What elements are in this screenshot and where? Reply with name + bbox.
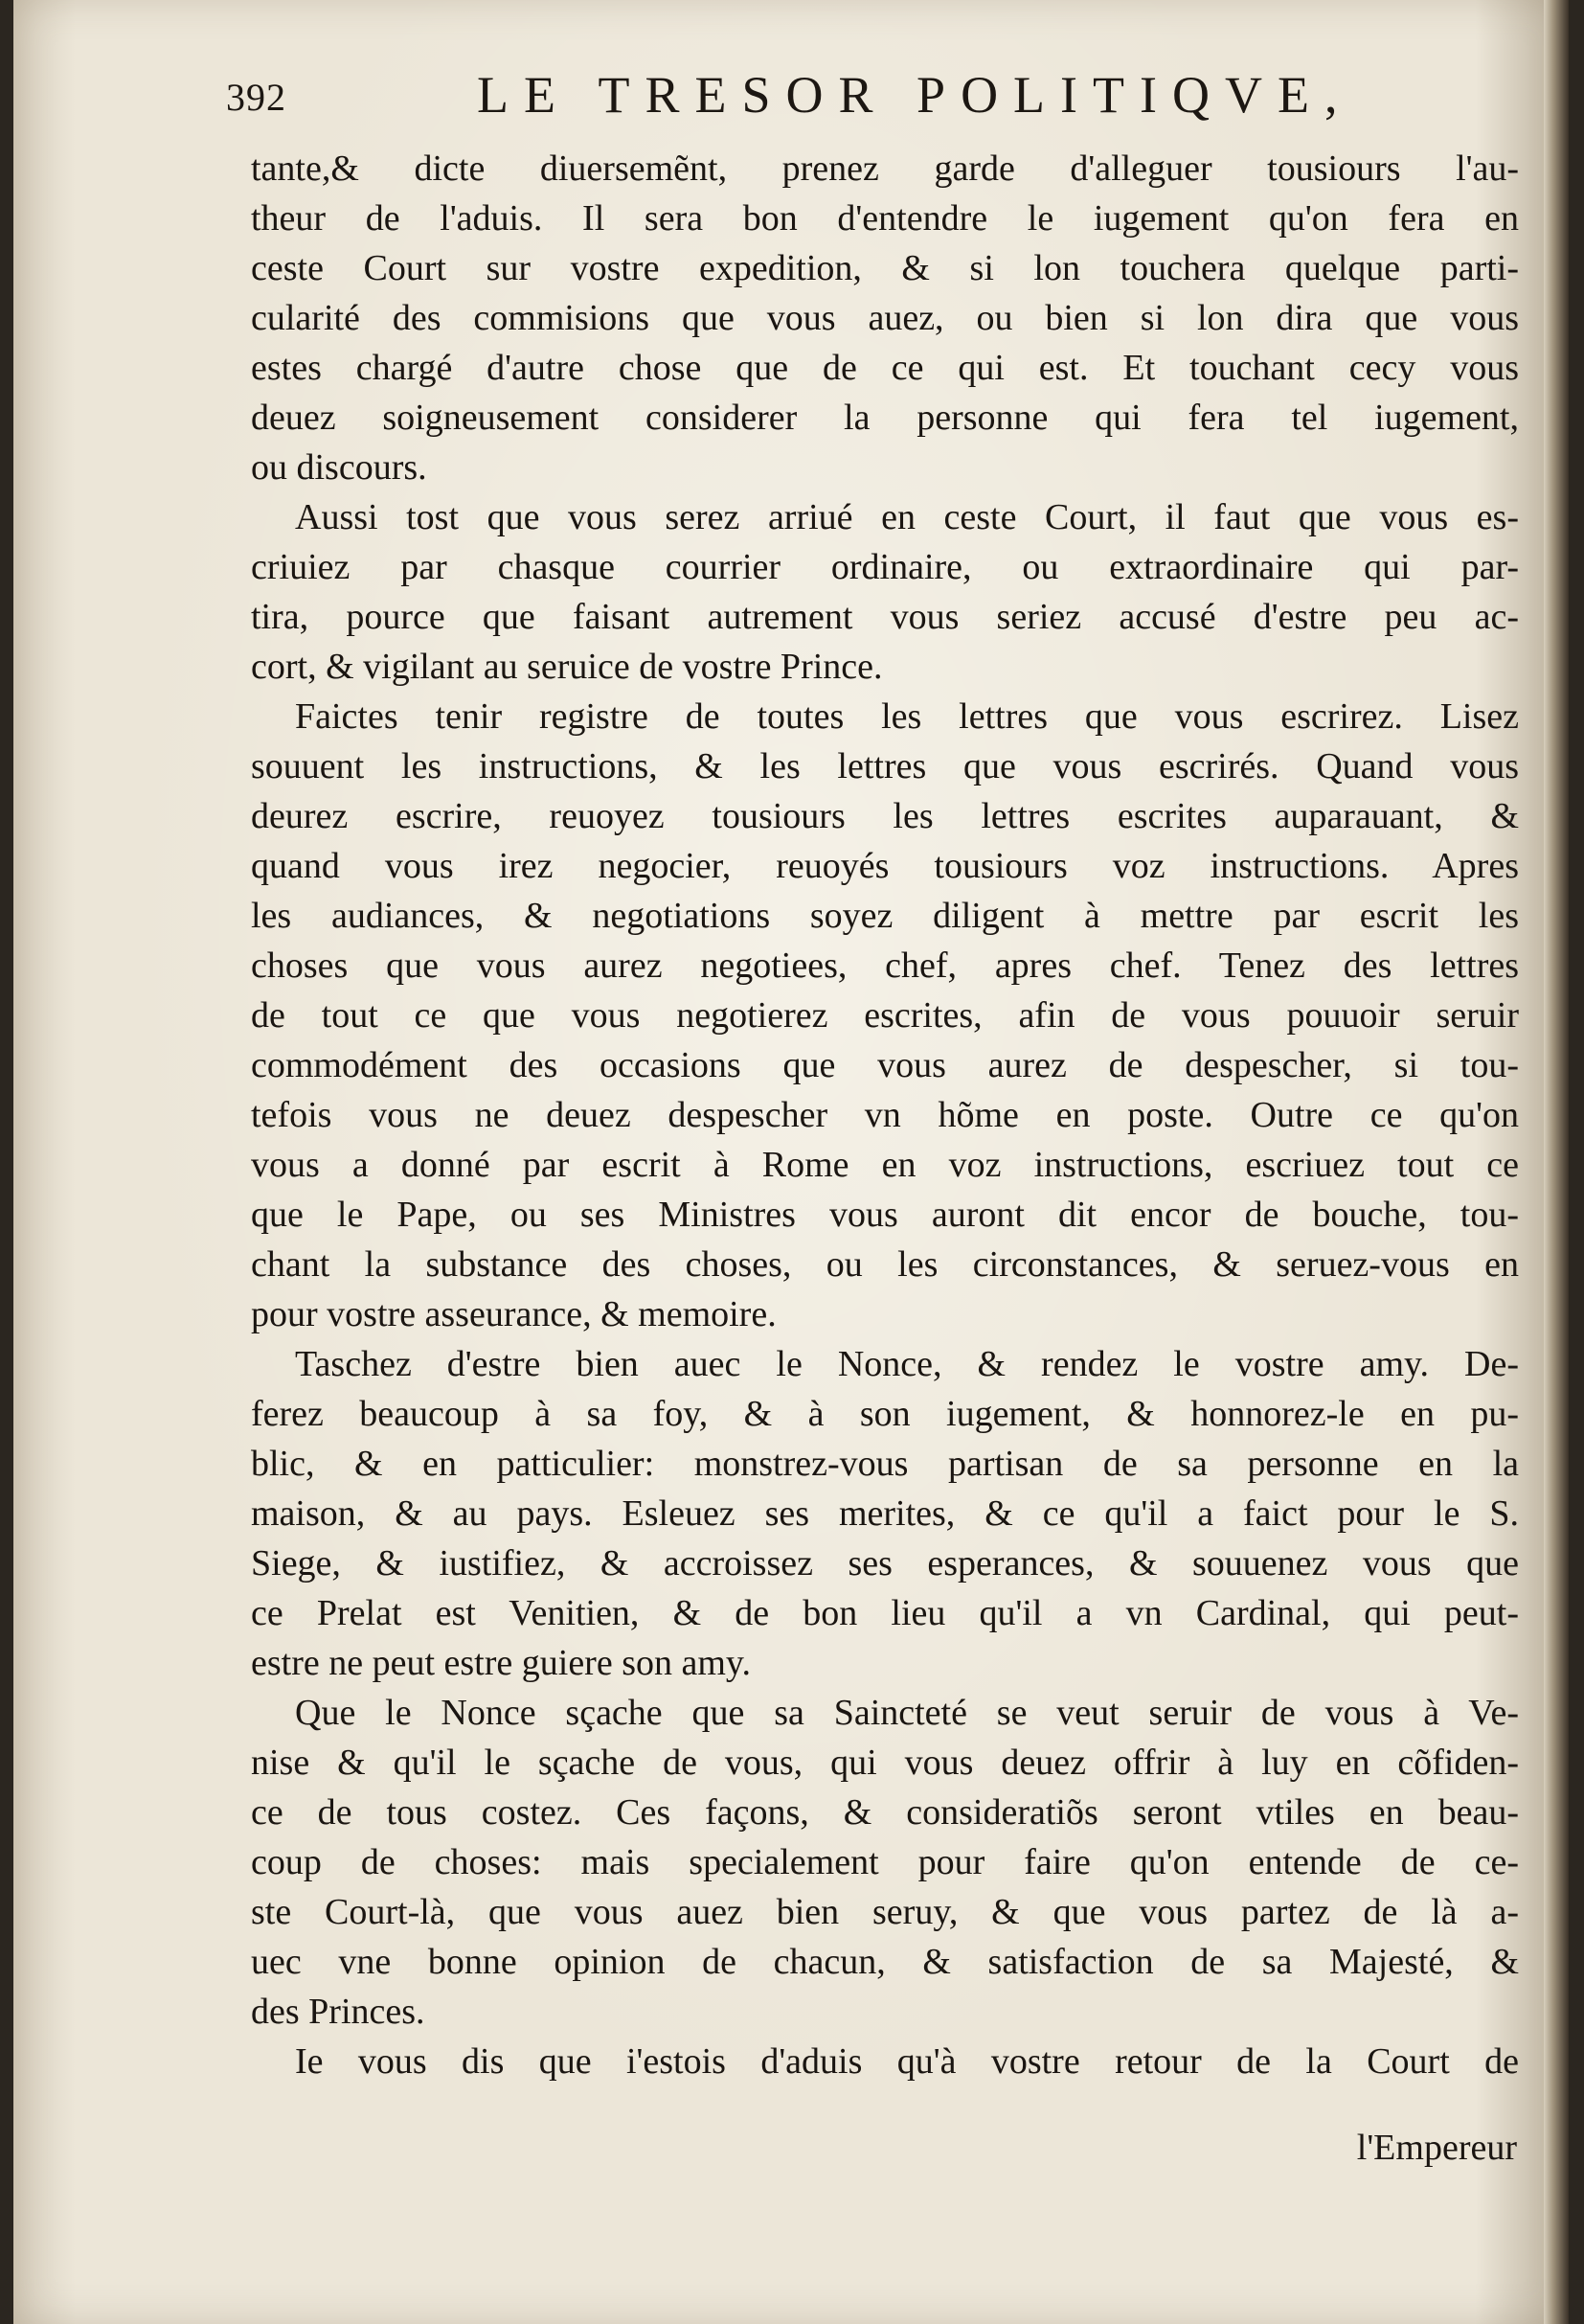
text-line: Ie vous dis que i'estois d'aduis qu'à vostre retour de la Court de <box>295 2041 1519 2082</box>
text-line: quand vous irez negocier, reuoyés tousiours voz instructions. Apres <box>251 846 1519 886</box>
text-line: ceste Court sur vostre expedition, & si lon touchera quelque parti- <box>251 248 1519 288</box>
text-line: des Princes. <box>251 1992 425 2032</box>
text-line: Que le Nonce sçache que sa Saincteté se veut seruir de vous à Ve- <box>295 1693 1519 1733</box>
text-line: Faictes tenir registre de toutes les lettres que vous escrirez. Lisez <box>295 696 1519 737</box>
text-line: vous a donné par escrit à Rome en voz instructions, escriuez tout ce <box>251 1145 1519 1185</box>
text-line: criuiez par chasque courrier ordinaire, ou extraordinaire qui par- <box>251 547 1519 587</box>
text-line: pour vostre asseurance, & memoire. <box>251 1294 777 1334</box>
text-line: chant la substance des choses, ou les circonstances, & seruez-vous en <box>251 1244 1519 1285</box>
text-line: Siege, & iustifiez, & accroissez ses esperances, & souuenez vous que <box>251 1543 1519 1584</box>
text-line: nise & qu'il le sçache de vous, qui vous deuez offrir à luy en cõfiden- <box>251 1743 1519 1783</box>
text-line: ou discours. <box>251 447 427 488</box>
page-header <box>226 65 1356 142</box>
text-line: deurez escrire, reuoyez tousiours les lettres escrites auparauant, & <box>251 796 1519 836</box>
page-number: 392 <box>226 76 286 119</box>
text-line: commodément des occasions que vous aurez de despescher, si tou- <box>251 1045 1519 1085</box>
text-line: Aussi tost que vous serez arriué en ceste Court, il faut que vous es- <box>295 497 1519 537</box>
page-gutter-shadow <box>1544 0 1569 2324</box>
text-line: theur de l'aduis. Il sera bon d'entendre le iugement qu'on fera en <box>251 198 1519 239</box>
text-line: cularité des commisions que vous auez, ou bien si lon dira que vous <box>251 298 1519 338</box>
book-page <box>13 0 1569 2324</box>
text-line: blic, & en patticulier: monstrez-vous partisan de sa personne en la <box>251 1444 1519 1484</box>
text-line: Taschez d'estre bien auec le Nonce, & rendez le vostre amy. De- <box>295 1344 1519 1384</box>
text-line: choses que vous aurez negotiees, chef, apres chef. Tenez des lettres <box>251 946 1519 986</box>
text-line: uec vne bonne opinion de chacun, & satisfaction de sa Majesté, & <box>251 1942 1519 1982</box>
text-line: coup de choses: mais specialement pour faire qu'on entende de ce- <box>251 1842 1519 1882</box>
text-line: estre ne peut estre guiere son amy. <box>251 1643 751 1683</box>
text-line: estes chargé d'autre chose que de ce qui est. Et touchant cecy vous <box>251 348 1519 388</box>
text-line: tira, pource que faisant autrement vous seriez accusé d'estre peu ac- <box>251 597 1519 637</box>
text-line: souuent les instructions, & les lettres que vous escrirés. Quand vous <box>251 746 1519 786</box>
text-line: deuez soigneusement considerer la personne qui fera tel iugement, <box>251 398 1519 438</box>
text-line: de tout ce que vous negotierez escrites, afin de vous pouuoir seruir <box>251 995 1519 1036</box>
text-line: ce Prelat est Venitien, & de bon lieu qu'il a vn Cardinal, qui peut- <box>251 1593 1519 1633</box>
text-line: ste Court-là, que vous auez bien seruy, & que vous partez de là a- <box>251 1892 1519 1932</box>
text-line: tante,& dicte diuersemẽnt, prenez garde d'alleguer tousiours l'au- <box>251 148 1519 189</box>
text-line: ce de tous costez. Ces façons, & consideratiõs seront vtiles en beau- <box>251 1792 1519 1833</box>
catchword: l'Empereur <box>1356 2128 1517 2168</box>
text-line: maison, & au pays. Esleuez ses merites, & ce qu'il a faict pour le S. <box>251 1493 1519 1534</box>
text-line: les audiances, & negotiations soyez diligent à mettre par escrit les <box>251 896 1519 936</box>
text-line: que le Pape, ou ses Ministres vous auront dit encor de bouche, tou- <box>251 1195 1519 1235</box>
body-text <box>251 144 1519 2086</box>
text-line: tefois vous ne deuez despescher vn hõme en poste. Outre ce qu'on <box>251 1095 1519 1135</box>
running-title: LE TRESOR POLITIQVE, <box>477 66 1353 124</box>
text-line: cort, & vigilant au seruice de vostre Prince. <box>251 647 883 687</box>
text-line: ferez beaucoup à sa foy, & à son iugement, & honnorez-le en pu- <box>251 1394 1519 1434</box>
